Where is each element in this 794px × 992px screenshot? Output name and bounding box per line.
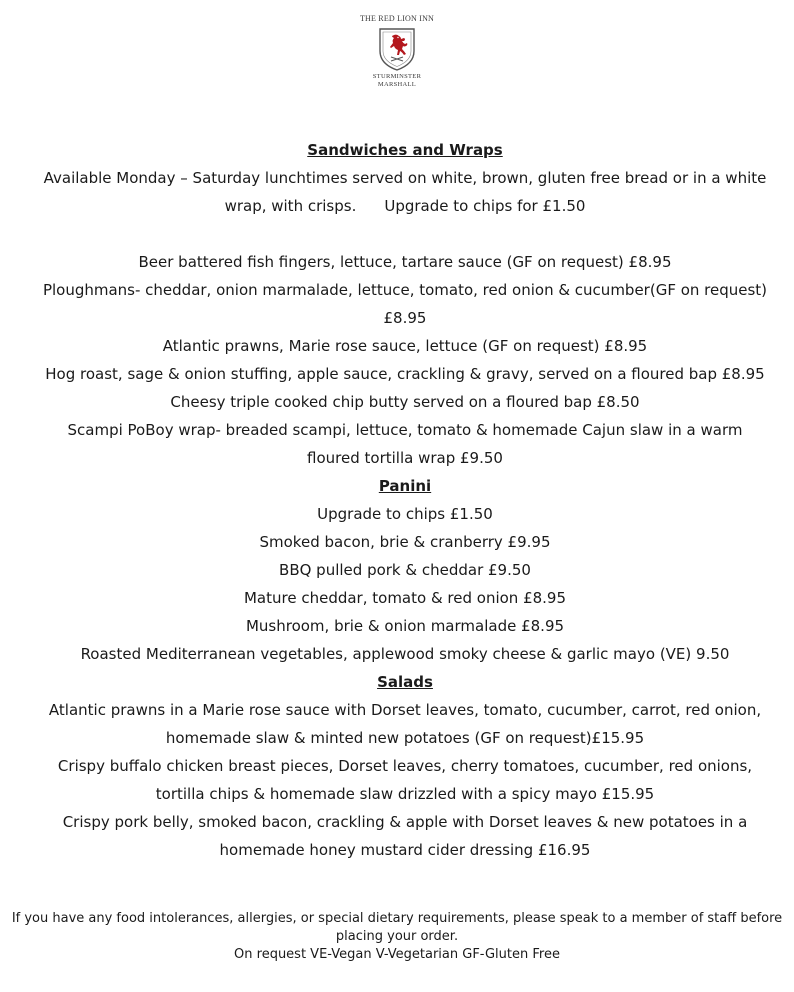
panini-item: Smoked bacon, brie & cranberry £9.95 [259, 533, 551, 551]
sandwiches-intro-line-2 [40, 192, 770, 220]
footer-notice [10, 910, 784, 964]
salad-item: Atlantic prawns in a Marie rose sauce with Dorset leaves, tomato, cucumber, carrot, red onion, homemade slaw & minted new potatoes (GF on request)£15.95 [48, 701, 762, 747]
inn-logo [337, 14, 457, 88]
sandwich-item: Cheesy triple cooked chip butty served on a floured bap £8.50 [170, 393, 640, 411]
sandwiches-intro-line-1: Available Monday – Saturday lunchtimes served on white, brown, gluten free bread or in a white [43, 169, 767, 187]
dietary-key: On request VE-Vegan V-Vegetarian GF-Gluten Free [234, 947, 560, 962]
sandwich-item: Beer battered fish fingers, lettuce, tartare sauce (GF on request) £8.95 [138, 253, 672, 271]
panini-title: Panini [378, 477, 432, 495]
sandwiches-title: Sandwiches and Wraps [307, 141, 503, 159]
logo-place-line-2: MARSHALL [377, 80, 417, 88]
sandwich-item: Atlantic prawns, Marie rose sauce, lettuce (GF on request) £8.95 [162, 337, 648, 355]
sandwich-item: Hog roast, sage & onion stuffing, apple sauce, crackling & gravy, served on a floured bap £8.95 [45, 365, 765, 383]
salad-item: Crispy pork belly, smoked bacon, crackling & apple with Dorset leaves & new potatoes in a homemade honey mustard cider dressing £16.95 [62, 813, 748, 859]
salad-item: Crispy buffalo chicken breast pieces, Dorset leaves, cherry tomatoes, cucumber, red onions, tortilla chips & homemade slaw drizzled with a spicy mayo £15.95 [57, 757, 753, 803]
sandwiches-intro-crisps: wrap, with crisps. [224, 197, 357, 215]
red-lion-shield-icon [377, 26, 417, 72]
logo-place-line-1: STURMINSTER [372, 73, 422, 80]
logo-inn-name: THE RED LION INN [359, 14, 435, 23]
panini-item: Mature cheddar, tomato & red onion £8.95 [243, 589, 567, 607]
panini-upgrade-note: Upgrade to chips £1.50 [317, 505, 493, 523]
menu-body [40, 136, 770, 864]
panini-item: BBQ pulled pork & cheddar £9.50 [279, 561, 531, 579]
sandwiches-upgrade-note: Upgrade to chips for £1.50 [384, 197, 586, 215]
allergy-notice: If you have any food intolerances, allergies, or special dietary requirements, please speak to a member of staff before placing your order. [11, 911, 783, 944]
sandwich-item: Ploughmans- cheddar, onion marmalade, lettuce, tomato, red onion & cucumber(GF on request) £8.95 [42, 281, 768, 327]
sandwich-item: Scampi PoBoy wrap- breaded scampi, lettuce, tomato & homemade Cajun slaw in a warm floured tortilla wrap £9.50 [67, 421, 743, 467]
panini-item: Mushroom, brie & onion marmalade £8.95 [245, 617, 565, 635]
panini-item: Roasted Mediterranean vegetables, applewood smoky cheese & garlic mayo (VE) 9.50 [80, 645, 730, 663]
salads-title: Salads [377, 673, 433, 691]
section-spacer [40, 220, 770, 248]
